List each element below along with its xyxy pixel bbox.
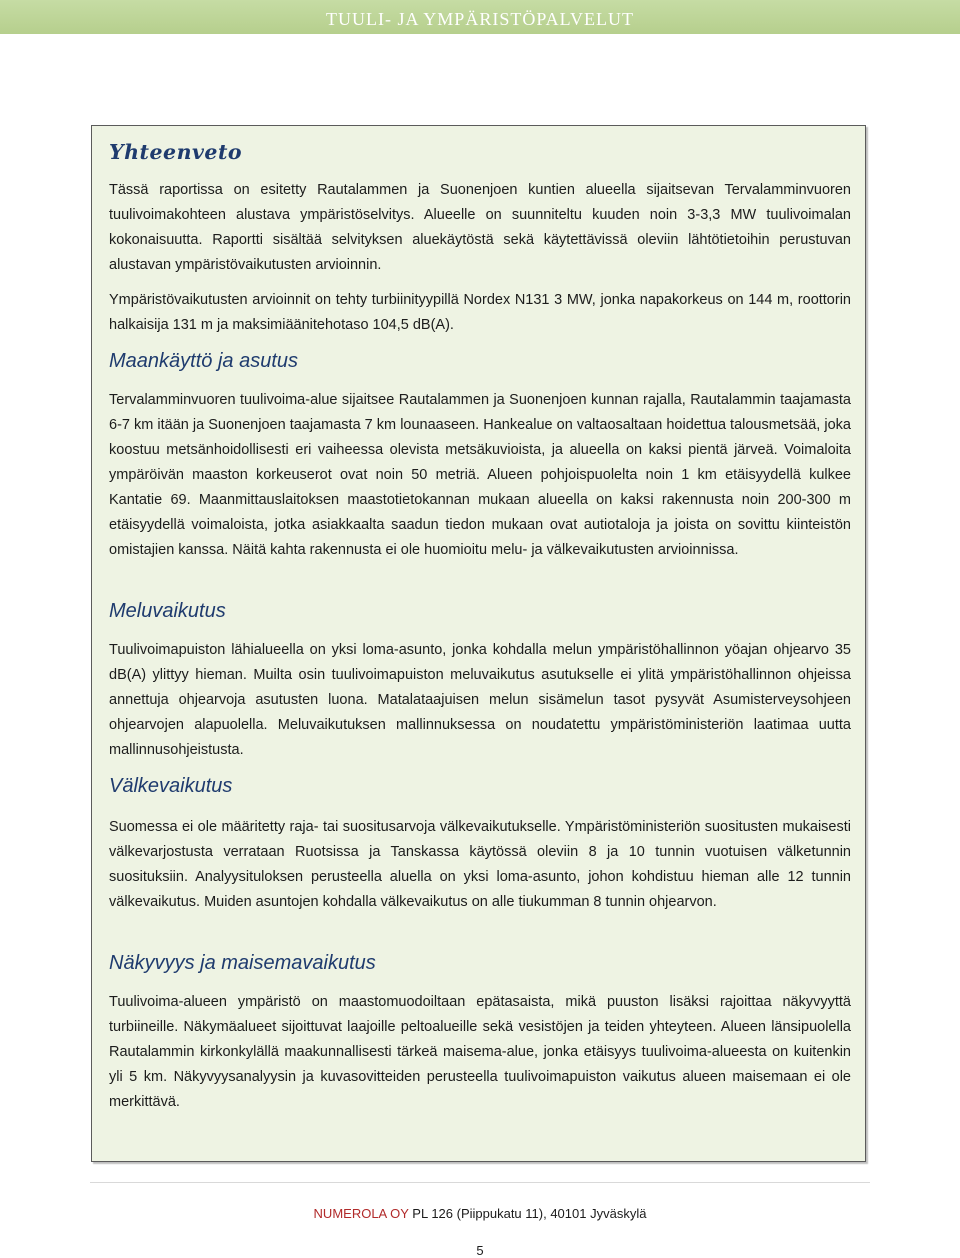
page-number: 5: [476, 1243, 484, 1258]
header-title: TUULI- JA YMPÄRISTÖPALVELUT: [325, 9, 635, 29]
section-text-land-use: Tervalamminvuoren tuulivoima-alue sijaitsee Rautalammen ja Suonenjoen kunnan rajalla, Rautalammin taajamasta 6-7 km itään ja Suonenjoen taajamasta 7 km lounaaseen. Hankealue on valtaosaltaan hoidettua talousmetsää, joka koostuu metsänhoidollisesti eri vaiheessa olevista metsäkuvioista, ja alueella on kaksi pientä järveä. Voimaloita ympäröivän maaston korkeuserot ovat noin 50 metriä. Alueen pohjoispuolelta noin 1 km etäisyydellä kulkee Kantatie 69. Maanmittauslaitoksen maastotietokannan mukaan alueella on kaksi rakennusta noin 200-300 m etäisyydellä voimaloista, jotka asiakkaalta saadun tiedon mukaan ovat autiotaloja ja joista on sovittu kiinteistön omistajien kanssa. Näitä kahta rakennusta ei ole huomioitu melu- ja välkevaikutusten arvioinnissa.: [109, 392, 851, 558]
section-heading-noise: Meluvaikutus: [109, 600, 226, 622]
footer-address-line: [0, 1206, 960, 1221]
summary-box: [91, 125, 866, 1162]
footer-address: PL 126 (Piippukatu 11), 40101 Jyväskylä: [412, 1206, 647, 1221]
section-heading-land-use: Maankäyttö ja asutus: [109, 350, 298, 372]
header-band: [0, 0, 960, 34]
section-text-noise: Tuulivoimapuiston lähialueella on yksi loma-asunto, jonka kohdalla melun ympäristöhallinnon yöajan ohjearvo 35 dB(A) ylittyy hieman. Muilta osin tuulivoimapuiston meluvaikutus asutukselle ei ylitä ympäristöhallinnon ohjeissa annettuja ohjearvoja asutusten luona. Matalataajuisen melun sisämelun tasot pysyvät Asumisterveysohjeen ohjearvojen alapuolella. Meluvaikutuksen mallinnuksessa on noudatettu ympäristöministeriön laatimaa uutta mallinnusohjeistusta.: [109, 642, 851, 758]
footer-company: NUMEROLA OY: [313, 1206, 409, 1221]
summary-title: Yhteenveto: [109, 140, 243, 164]
intro-paragraph-1: Tässä raportissa on esitetty Rautalammen ja Suonenjoen kuntien alueella sijaitsevan Tervalamminvuoren tuulivoimakohteen alustava ympäristöselvitys. Alueelle on suunniteltu kuuden noin 3-3,3 MW tuulivoimalan kokonaisuutta. Raportti sisältää selvityksen aluekäytöstä sekä käytettävissä oleviin lähtötietoihin perustuvan alustavan ympäristövaikutusten arvioinnin.: [109, 182, 851, 273]
section-heading-landscape: Näkyvyys ja maisemavaikutus: [109, 952, 376, 974]
section-text-flicker: Suomessa ei ole määritetty raja- tai suositusarvoja välkevaikutukselle. Ympäristöministeriön suositusten mukaisesti välkevarjostusta verrataan Ruotsissa ja Tanskassa käytössä oleviin 8 ja 10 tunnin vuotuisen välketunnin suosituksiin. Analyysituloksen perusteella aluella on yksi loma-asunto, johon kohdistuu hieman alle 12 tunnin välkevaikutus. Muiden asuntojen kohdalla välkevaikutus on alle tiukumman 8 tunnin ohjearvon.: [109, 819, 851, 910]
intro-paragraph-2: Ympäristövaikutusten arvioinnit on tehty turbiinityypillä Nordex N131 3 MW, jonka napakorkeus on 144 m, roottorin halkaisija 131 m ja maksimiäänitehotaso 104,5 dB(A).: [109, 292, 851, 333]
section-text-landscape: Tuulivoima-alueen ympäristö on maastomuodoiltaan epätasaista, mikä puuston lisäksi rajoittaa näkyvyyttä turbiineille. Näkymäalueet sijoittuvat laajoille peltoalueille sekä vesistöjen ja teiden yhteyteen. Alueen länsipuolella Rautalammin kirkonkylällä maakunnallisesti tärkeä maisema-alue, jonka etäisyys tuulivoima-alueesta on kuitenkin yli 5 km. Näkyvyysanalyysin ja kuvasovitteiden perusteella tuulivoimapuiston vaikutus alueen maisemaan ei ole merkittävä.: [109, 994, 851, 1110]
footer-divider: [90, 1182, 870, 1183]
section-heading-flicker: Välkevaikutus: [109, 775, 233, 797]
